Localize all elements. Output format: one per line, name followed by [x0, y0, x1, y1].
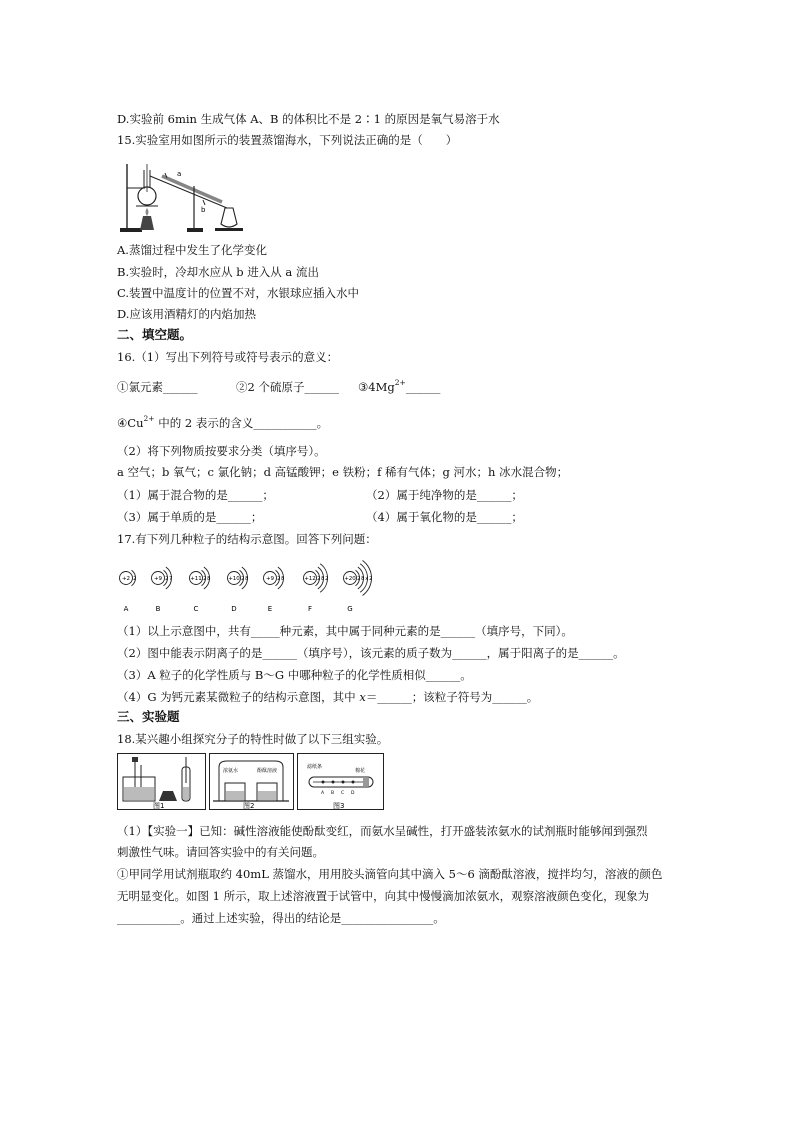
- shell-electron-count: 2: [203, 576, 207, 583]
- q17-part-1: （1）以上示意图中，共有_____种元素，其中属于同种元素的是______（填序号，下同）。: [117, 624, 573, 638]
- figure-3-point-d: D: [351, 791, 355, 796]
- nucleus-charge: +2: [121, 576, 131, 583]
- shell-electron-count: 2: [317, 576, 321, 583]
- condenser-label-a: a: [177, 170, 182, 178]
- distillation-apparatus-figure: [117, 156, 247, 236]
- q16-item-4-text: 中的 2 表示的含义___________。: [158, 416, 329, 430]
- q18-part-2-line-1: ①甲同学用试剂瓶取约 40mL 蒸馏水，用用胶头滴管向其中滴入 5～6 滴酚酞溶液，搅拌均匀，溶液的颜色: [117, 867, 663, 881]
- q16-item-4-charge: 2+: [143, 414, 155, 424]
- atomic-structure-diagrams: [114, 558, 374, 618]
- q16-item-1: ①氯元素______: [117, 380, 198, 394]
- q18-part-1-line-2: 刺激性气味。请回答实验中的有关问题。: [117, 845, 324, 859]
- section-3-heading: 三、实验题: [117, 709, 180, 724]
- nucleus-charge: +20: [344, 576, 356, 583]
- shell-electron-count: 2: [369, 576, 373, 583]
- q17-part-4: [117, 690, 538, 704]
- experiment-figures: [117, 753, 387, 811]
- shell-electron-count: 8: [361, 576, 365, 583]
- shell-electron-count: 2: [357, 576, 361, 583]
- q15-stem: 15.实验室用如图所示的装置蒸馏海水，下列说法正确的是（ ）: [117, 133, 458, 147]
- q16-sub-1: （1）属于混合物的是______；: [117, 488, 274, 502]
- q16-part-2: （2）将下列物质按要求分类（填序号）。: [117, 444, 326, 458]
- figure-3-point-b: B: [331, 791, 335, 796]
- figure-2-phenolphthalein-label: 酚酞溶液: [257, 768, 278, 774]
- figure-3-point-a: A: [321, 791, 325, 796]
- q18-stem: 18.某兴趣小组探究分子的特性时做了以下三组实验。: [117, 732, 389, 746]
- shell-electron-count: 2: [241, 576, 245, 583]
- shell-electron-count: 8: [321, 576, 325, 583]
- nucleus-charge: +9: [265, 576, 275, 583]
- q16-item-3: [358, 380, 440, 394]
- particle-d: [228, 567, 249, 613]
- q16-sub-2: （2）属于纯净物的是______；: [366, 488, 523, 502]
- q17-part-3: （3）A 粒子的化学性质与 B～G 中哪种粒子的化学性质相似______。: [117, 668, 472, 682]
- q17-part-4-var: x: [359, 690, 366, 704]
- experiment-figure-2: [210, 754, 294, 811]
- q15-option-c: C.装置中温度计的位置不对，水银球应插入水中: [117, 286, 360, 300]
- q18-part-2-line-3: ___________。通过上述实验，得出的结论是________________。: [117, 911, 445, 925]
- q16-item-3-symbol: ③4Mg: [358, 380, 395, 394]
- shell-electron-count: 8: [245, 576, 249, 583]
- q17-stem: 17.有下列几种粒子的结构示意图。回答下列问题：: [117, 532, 377, 546]
- nucleus-charge: +12: [304, 576, 316, 583]
- shell-electron-count: x: [365, 576, 369, 583]
- q18-part-1-line-1: （1）【实验一】已知：碱性溶液能使酚酞变红，而氨水呈碱性，打开盛装浓氨水的试剂瓶时能够闻到强烈: [117, 824, 648, 838]
- particle-label: A: [123, 605, 129, 613]
- nucleus-charge: +10: [228, 576, 240, 583]
- shell-electron-count: 2: [165, 576, 169, 583]
- particle-label: F: [307, 605, 313, 613]
- q16-sub-3: （3）属于单质的是______；: [117, 510, 263, 524]
- q15-option-d: D.应该用酒精灯的内焰加热: [117, 307, 256, 321]
- q17-part-2: （2）图中能表示阴离子的是______（填序号），该元素的质子数为______，属于阳离子的是______。: [117, 646, 625, 660]
- q16-item-2: ②2 个硫原子______: [236, 380, 339, 394]
- figure-3-label: 图3: [333, 802, 345, 810]
- shell-electron-count: 8: [207, 576, 211, 583]
- q16-item-3-blank: ______: [405, 380, 441, 394]
- atoms-svg: [114, 558, 374, 618]
- shell-electron-count: 8: [281, 576, 285, 583]
- q16-item-4-symbol: ④Cu: [117, 416, 144, 430]
- particle-f: [304, 564, 329, 613]
- shell-electron-count: 2: [277, 576, 281, 583]
- q16-stem: 16.（1）写出下列符号或符号表示的意义：: [117, 350, 339, 364]
- nucleus-charge: +9: [153, 576, 163, 583]
- particle-a: [120, 570, 137, 613]
- q15-option-a: A.蒸馏过程中发生了化学变化: [117, 243, 267, 257]
- particle-c: [190, 567, 211, 613]
- figure-3-cotton-label: 棉花: [355, 768, 366, 774]
- particle-label: E: [267, 605, 273, 613]
- nucleus-charge: +11: [190, 576, 202, 583]
- particle-label: B: [155, 605, 161, 613]
- q16-item-3-charge: 2+: [394, 378, 406, 388]
- experiment-figure-1: [118, 754, 206, 811]
- condenser-label-b: b: [201, 206, 206, 214]
- particle-b: [152, 567, 173, 613]
- figure-2-ammonia-label: 浓氨水: [223, 768, 239, 774]
- q16-sub-4: （4）属于氧化物的是______；: [366, 510, 523, 524]
- figure-3-filter-paper-label: 滤纸条: [307, 764, 323, 770]
- q18-part-2-line-2: 无明显变化。如图 1 所示，取上述溶液置于试管中，向其中慢慢滴加浓氨水，观察溶液颜色变化，现象为: [117, 889, 650, 903]
- section-2-heading: 二、填空题。: [117, 327, 193, 342]
- q17-part-4-post: ＝______；该粒子符号为______。: [365, 690, 539, 704]
- q17-part-4-pre: （4）G 为钙元素某微粒子的结构示意图，其中: [117, 690, 360, 704]
- figure-2-label: 图2: [243, 802, 255, 810]
- q16-substance-list: a 空气；b 氧气；c 氯化钠；d 高锰酸钾；e 铁粉；f 稀有气体；g 河水；h 冰水混合物；: [117, 465, 569, 479]
- q16-item-4: [117, 416, 328, 430]
- shell-electron-count: 2: [133, 576, 137, 583]
- particle-label: G: [347, 605, 353, 613]
- figure-1-label: 图1: [153, 802, 165, 810]
- particle-g: [344, 561, 373, 613]
- particle-label: D: [231, 605, 237, 613]
- q15-option-b: B.实验时，冷却水应从 b 进入从 a 流出: [117, 265, 319, 279]
- particle-label: C: [193, 605, 199, 613]
- particle-e: [264, 567, 285, 613]
- experiment-figure-3: [298, 754, 384, 811]
- figure-3-point-c: C: [341, 791, 345, 796]
- shell-electron-count: 7: [169, 576, 173, 583]
- q14-option-d: D.实验前 6min 生成气体 A、B 的体积比不是 2∶1 的原因是氧气易溶于水: [117, 112, 500, 126]
- shell-electron-count: 2: [325, 576, 329, 583]
